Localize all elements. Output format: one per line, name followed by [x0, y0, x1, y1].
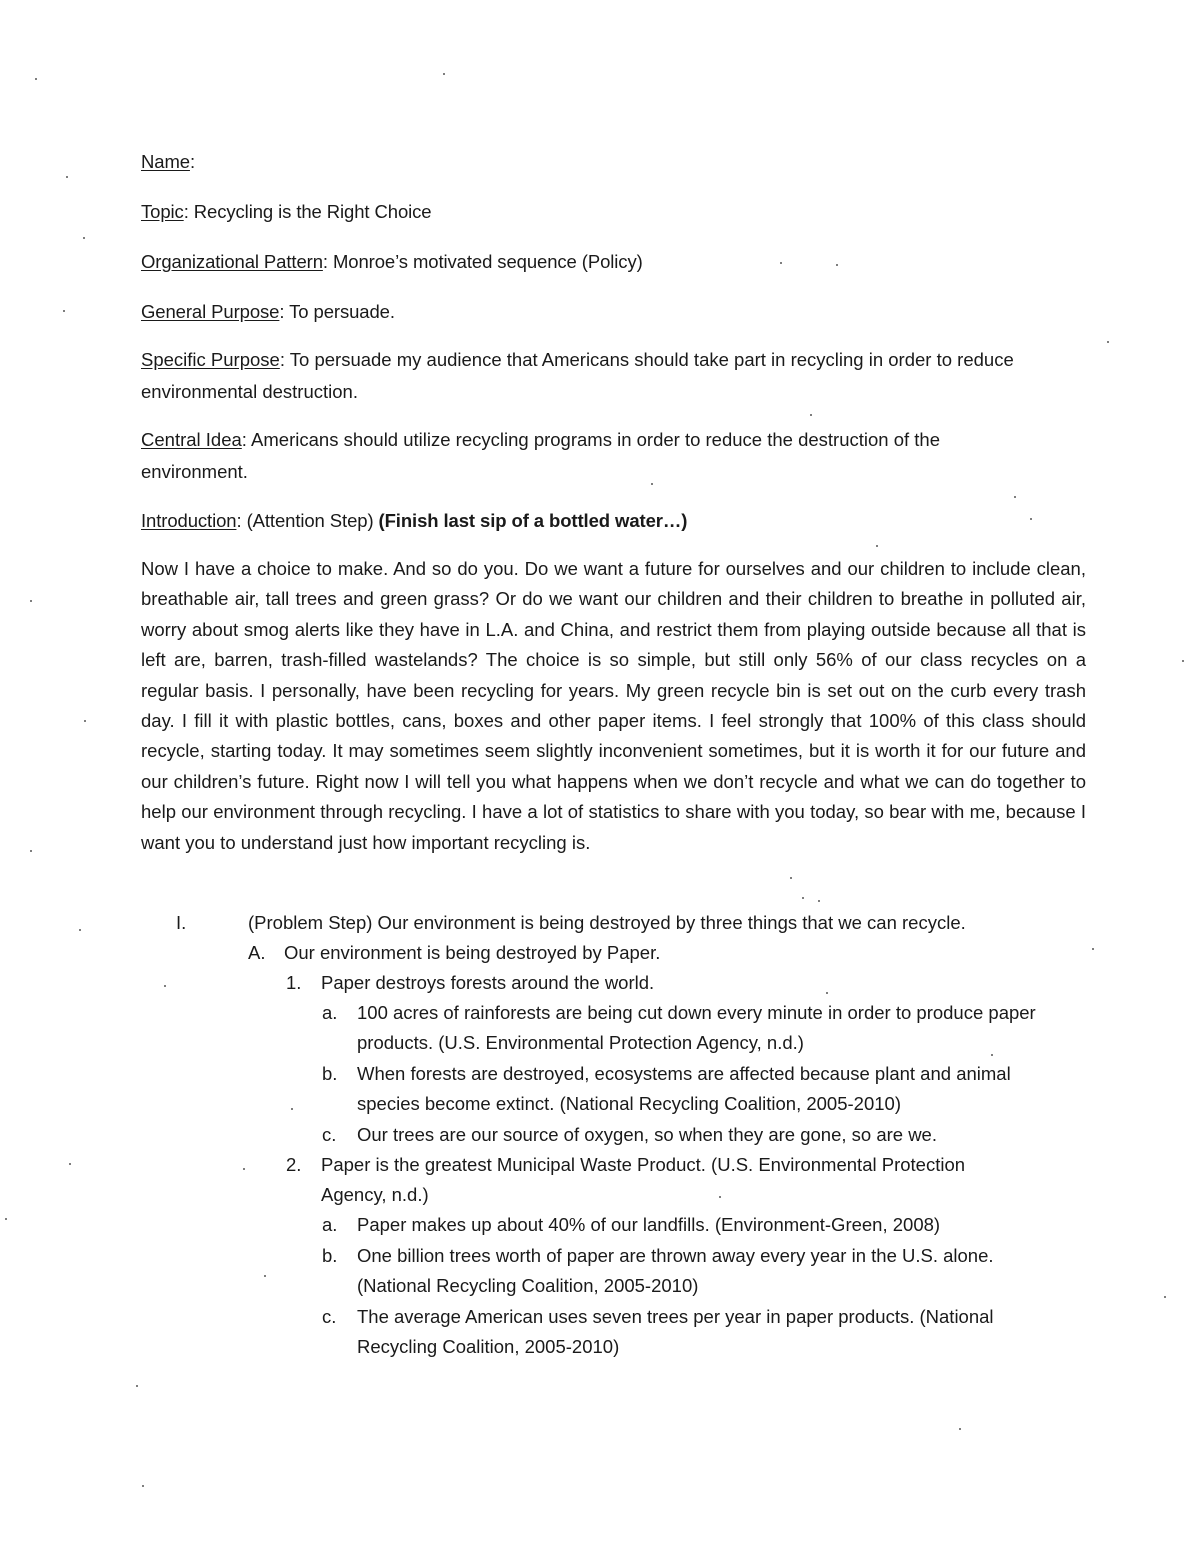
intro-step: : (Attention Step)	[236, 510, 379, 531]
scan-speck	[69, 1163, 71, 1165]
scan-speck	[443, 73, 445, 75]
name-suffix: :	[189, 151, 195, 172]
specific-purpose	[141, 344, 1041, 408]
scan-speck	[164, 985, 166, 987]
scan-speck	[5, 1218, 7, 1220]
scan-speck	[818, 900, 820, 902]
intro-label: Introduction	[141, 510, 237, 531]
scan-speck	[991, 1054, 993, 1056]
scan-speck	[651, 483, 653, 485]
introduction-line	[141, 505, 687, 536]
scan-speck	[83, 237, 85, 239]
outline-sub-marker: A.	[248, 942, 266, 963]
specific-value: : To persuade my audience that Americans should take part in recycling in order to reduce environmental destruction.	[141, 349, 1014, 402]
topic-value: : Recycling is the Right Choice	[183, 201, 432, 222]
outline-main-text: (Problem Step) Our environment is being destroyed by three things that we can recycle.	[248, 912, 966, 933]
outline-p2-text: Paper is the greatest Municipal Waste Product. (U.S. Environmental Protection Agency, n.d.)	[321, 1154, 966, 1206]
pattern-line	[141, 246, 643, 277]
outline-main-marker: I.	[176, 912, 187, 933]
scan-speck	[291, 1108, 293, 1110]
outline-p2-marker: 2.	[286, 1154, 302, 1175]
scan-speck	[66, 176, 68, 178]
scan-speck	[142, 1485, 144, 1487]
outline-sub-text: Our environment is being destroyed by Paper.	[284, 942, 661, 963]
name-label: Name	[141, 151, 190, 172]
scan-speck	[780, 262, 782, 264]
scan-speck	[876, 545, 878, 547]
scan-speck	[826, 992, 828, 994]
scan-speck	[79, 929, 81, 931]
scan-speck	[810, 414, 812, 416]
scan-speck	[30, 600, 32, 602]
outline-p2a-text: Paper makes up about 40% of our landfills. (Environment-Green, 2008)	[357, 1214, 941, 1235]
topic-line	[141, 196, 432, 227]
outline-p2c-text: The average American uses seven trees per year in paper products. (National Recycling Coalition, 2005-2010)	[357, 1306, 994, 1358]
pattern-value: : Monroe’s motivated sequence (Policy)	[322, 251, 643, 272]
outline-p1-text: Paper destroys forests around the world.	[321, 972, 655, 993]
topic-label: Topic	[141, 201, 184, 222]
scan-speck	[1014, 496, 1016, 498]
scan-speck	[1092, 948, 1094, 950]
scan-speck	[136, 1385, 138, 1387]
scan-speck	[1182, 660, 1184, 662]
scan-speck	[1030, 518, 1032, 520]
scan-speck	[836, 264, 838, 266]
name-line	[141, 146, 195, 177]
purpose-line	[141, 296, 395, 327]
outline-p1-marker: 1.	[286, 972, 302, 993]
scan-speck	[802, 897, 804, 899]
scan-speck	[30, 850, 32, 852]
outline-p1a-marker: a.	[322, 1002, 338, 1023]
outline-p1c-marker: c.	[322, 1124, 337, 1145]
outline-p1b-marker: b.	[322, 1063, 338, 1084]
scan-speck	[719, 1196, 721, 1198]
outline-p1a-text: 100 acres of rainforests are being cut down every minute in order to produce paper products. (U.S. Environmental Protection Agency, n.d.)	[357, 1002, 1036, 1054]
scan-speck	[790, 877, 792, 879]
outline-p2c-marker: c.	[322, 1306, 337, 1327]
central-idea	[141, 424, 1041, 488]
introduction-paragraph: Now I have a choice to make. And so do you. Do we want a future for ourselves and our children to include clean, breathable air, tall trees and green grass? Or do we want our children and their children to breathe in polluted air, worry about smog alerts like they have in L.A. and China, and restrict them from playing outside because all that is left are, barren, trash-filled wastelands? The choice is so simple, but still only 56% of our class recycles on a regular basis. I personally, have been recycling for years. My green recycle bin is set out on the curb every trash day. I fill it with plastic bottles, cans, boxes and other paper items. I feel strongly that 100% of this class should recycle, starting today. It may sometimes seem slightly inconvenient sometimes, but it is worth it for our future and our children’s future. Right now I will tell you what happens when we don’t recycle and what we can do together to help our environment through recycling. I have a lot of statistics to share with you today, so bear with me, because I want you to understand just how important recycling is.	[141, 558, 1086, 853]
scan-speck	[243, 1168, 245, 1170]
outline-p1c-text: Our trees are our source of oxygen, so when they are gone, so are we.	[357, 1124, 937, 1145]
outline-p1b-text: When forests are destroyed, ecosystems are affected because plant and animal species become extinct. (National Recycling Coalition, 2005-2010)	[357, 1063, 1011, 1115]
scan-speck	[63, 310, 65, 312]
central-value: : Americans should utilize recycling programs in order to reduce the destruction of the environment.	[141, 429, 941, 482]
purpose-label: General Purpose	[141, 301, 280, 322]
outline-p2a-marker: a.	[322, 1214, 338, 1235]
scan-speck	[1164, 1296, 1166, 1298]
scan-speck	[959, 1428, 961, 1430]
outline-p2b-text: One billion trees worth of paper are thrown away every year in the U.S. alone. (National Recycling Coalition, 2005-2010)	[357, 1245, 994, 1297]
scan-speck	[264, 1275, 266, 1277]
scan-speck	[1107, 341, 1109, 343]
specific-label: Specific Purpose	[141, 349, 280, 370]
scan-speck	[84, 720, 86, 722]
pattern-label: Organizational Pattern	[141, 251, 323, 272]
outline-p2b-marker: b.	[322, 1245, 338, 1266]
purpose-value: : To persuade.	[279, 301, 395, 322]
intro-action: (Finish last sip of a bottled water…)	[378, 510, 688, 531]
central-label: Central Idea	[141, 429, 242, 450]
scan-speck	[35, 78, 37, 80]
